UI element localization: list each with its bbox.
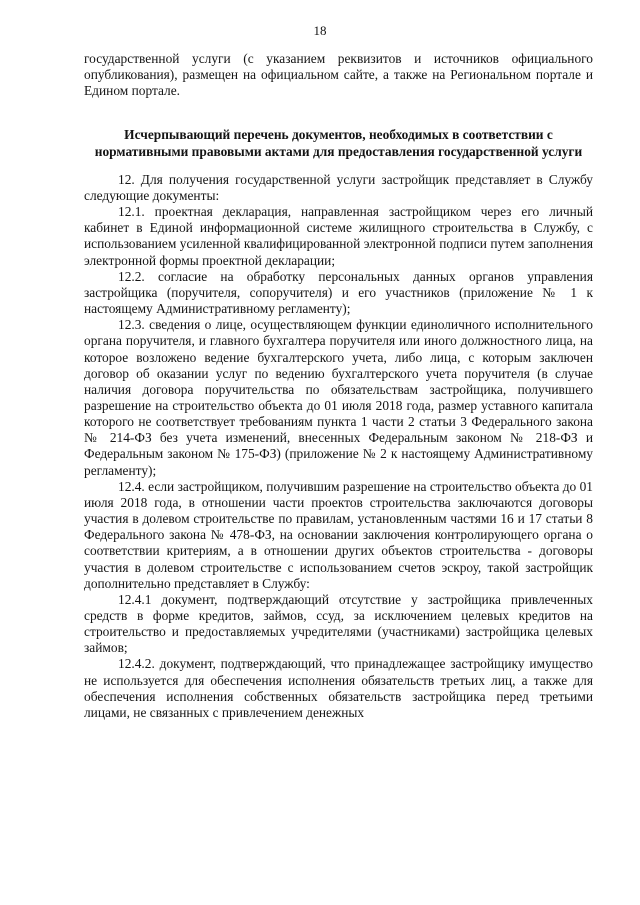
paragraph-12-2: 12.2. согласие на обработку персональных данных органов управления застройщика (поручителя, сопоручителя) и его участников (приложение № 1 к настоящему Административному регламенту);: [84, 268, 593, 317]
paragraph-12-1: 12.1. проектная декларация, направленная застройщиком через его личный кабинет в Единой информационной системе жилищного строительства в Службу, с использованием усиленной квалифицированной электронной подписи путем заполнения электронной формы проектной декларации;: [84, 204, 593, 268]
paragraph-12-4-1: 12.4.1 документ, подтверждающий отсутствие у застройщика привлеченных средств в форме кредитов, займов, ссуд, за исключением целевых кредитов на строительство и предоставляемых учредителями (участниками) застройщика целевых займов;: [84, 591, 593, 656]
page-number: 18: [313, 23, 327, 38]
section-heading: Исчерпывающий перечень документов, необходимых в соответствии с нормативными правовыми актами для предоставления государственной услуги: [94, 127, 583, 159]
paragraph-12: 12. Для получения государственной услуги застройщик представляет в Службу следующие документы:: [84, 171, 593, 203]
paragraph-12-4-2: 12.4.2. документ, подтверждающий, что принадлежащее застройщику имущество не используется для обеспечения исполнения обязательств третьих лиц, а также для обеспечения исполнения собственных обязательств застройщика перед третьими лицами, не связанных с привлечением денежных: [84, 656, 593, 720]
paragraph-12-4: 12.4. если застройщиком, получившим разрешение на строительство объекта до 01 июля 2018 года, в отношении части проектов строительства заключаются договоры участия в долевом строительстве по правилам, установленным частями 16 и 17 статьи 8 Федерального закона № 478-ФЗ, на основании заключения контролирующего органа о соответствии критериям, а в отношении других объектов строительства - договоры участия в долевом строительстве с использованием счетов эскроу, такой застройщик дополнительно представляет в Службу:: [84, 478, 593, 591]
document-body: [84, 51, 593, 721]
intro-paragraph: государственной услуги (с указанием реквизитов и источников официального опубликования), размещен на официальном сайте, а также на Региональном портале и Едином портале.: [84, 51, 593, 99]
paragraph-12-3: 12.3. сведения о лице, осуществляющем функции единоличного исполнительного органа поручителя, и главного бухгалтера поручителя или иного должностного лица, на которое возложено ведение бухгалтерского учета, либо лица, с которым заключен договор об оказании услуг по ведению бухгалтерского учета поручителя (в случае наличия договора поручительства по обязательствам застройщика, получившего разрешение на строительство объекта до 01 июля 2018 года, размер уставного капитала которого не соответствует требованиям пункта 1 части 2 статьи 3 Федерального закона № 214-ФЗ без учета изменений, внесенных Федеральным законом № 218-ФЗ и Федеральным законом № 175-ФЗ) (приложение № 2 к настоящему Административному регламенту);: [84, 317, 593, 478]
